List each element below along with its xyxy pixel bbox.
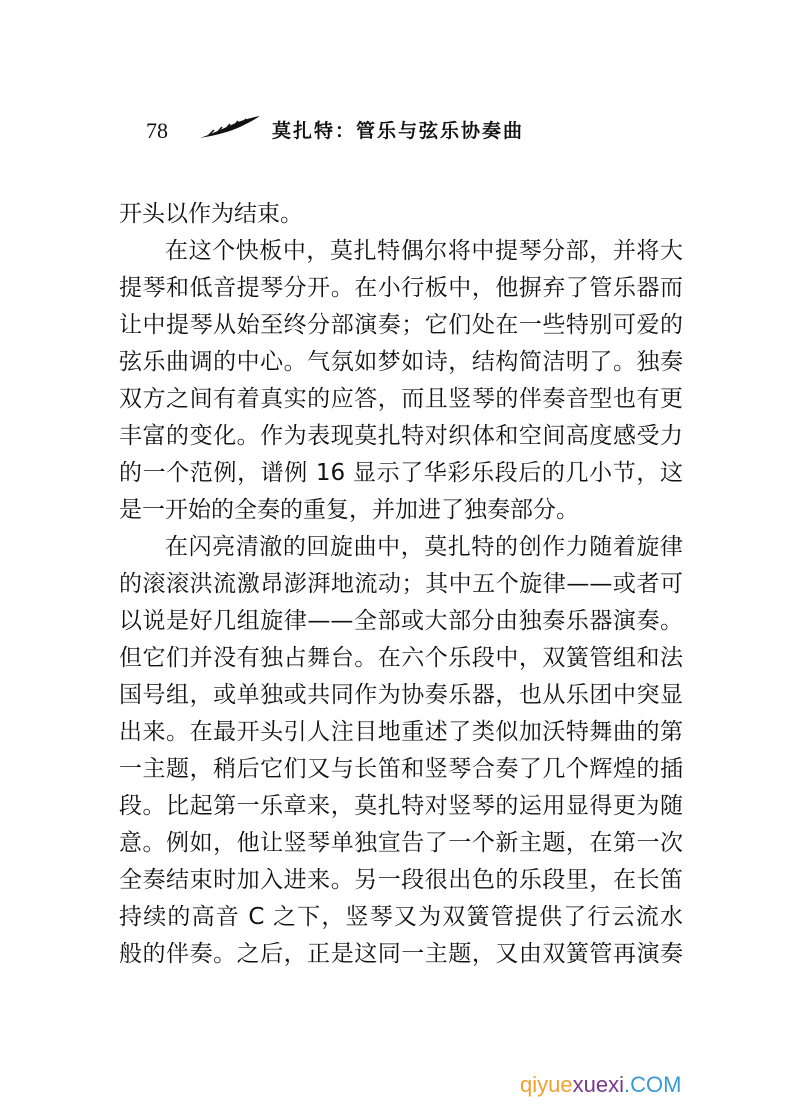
- text-line: 让中提琴从始至终分部演奏；它们处在一些特别可爱的: [119, 312, 683, 338]
- text-line: 以说是好几组旋律——全部或大部分由独奏乐器演奏。: [119, 608, 683, 634]
- page-number: 78: [146, 118, 168, 143]
- text-line: 在闪亮清澈的回旋曲中，莫扎特的创作力随着旋律: [165, 534, 683, 560]
- text-line: 是一开始的全奏的重复，并加进了独奏部分。: [119, 497, 579, 523]
- body-text: [119, 196, 683, 973]
- feather-ornament-icon: [198, 114, 262, 142]
- text-line: 的一个范例，谱例 16 显示了华彩乐段后的几小节，这: [119, 460, 683, 486]
- running-head-title: 莫扎特：管乐与弦乐协奏曲: [272, 120, 525, 142]
- text-line: 段。比起第一乐章来，莫扎特对竖琴的运用显得更为随: [119, 793, 683, 819]
- text-line: 开头以作为结束。: [119, 201, 303, 227]
- watermark-part: .COM: [623, 1072, 682, 1097]
- text-line: 丰富的变化。作为表现莫扎特对织体和空间高度感受力: [119, 423, 683, 449]
- text-line: 在这个快板中，莫扎特偶尔将中提琴分部，并将大: [165, 238, 683, 264]
- site-watermark: [520, 1072, 681, 1098]
- text-line: 但它们并没有独占舞台。在六个乐段中，双簧管组和法: [119, 645, 683, 671]
- text-line: 提琴和低音提琴分开。在小行板中，他摒弃了管乐器而: [119, 275, 683, 301]
- watermark-part: qiyue: [520, 1072, 573, 1097]
- watermark-part: xuexi: [572, 1072, 624, 1097]
- text-line: 全奏结束时加入进来。另一段很出色的乐段里，在长笛: [119, 867, 683, 893]
- text-line: 双方之间有着真实的应答，而且竖琴的伴奏音型也有更: [119, 386, 683, 412]
- text-line: 般的伴奏。之后，正是这同一主题，又由双簧管再演奏: [119, 941, 683, 967]
- text-line: 出来。在最开头引人注目地重述了类似加沃特舞曲的第: [119, 719, 683, 745]
- text-line: 一主题，稍后它们又与长笛和竖琴合奏了几个辉煌的插: [119, 756, 683, 782]
- text-line: 持续的高音 C 之下，竖琴又为双簧管提供了行云流水: [119, 904, 683, 930]
- text-line: 的滚滚洪流激昂澎湃地流动；其中五个旋律——或者可: [119, 571, 683, 597]
- text-line: 意。例如，他让竖琴单独宣告了一个新主题，在第一次: [119, 830, 683, 856]
- text-line: 国号组，或单独或共同作为协奏乐器，也从乐团中突显: [119, 682, 683, 708]
- text-line: 弦乐曲调的中心。气氛如梦如诗，结构简洁明了。独奏: [119, 349, 683, 375]
